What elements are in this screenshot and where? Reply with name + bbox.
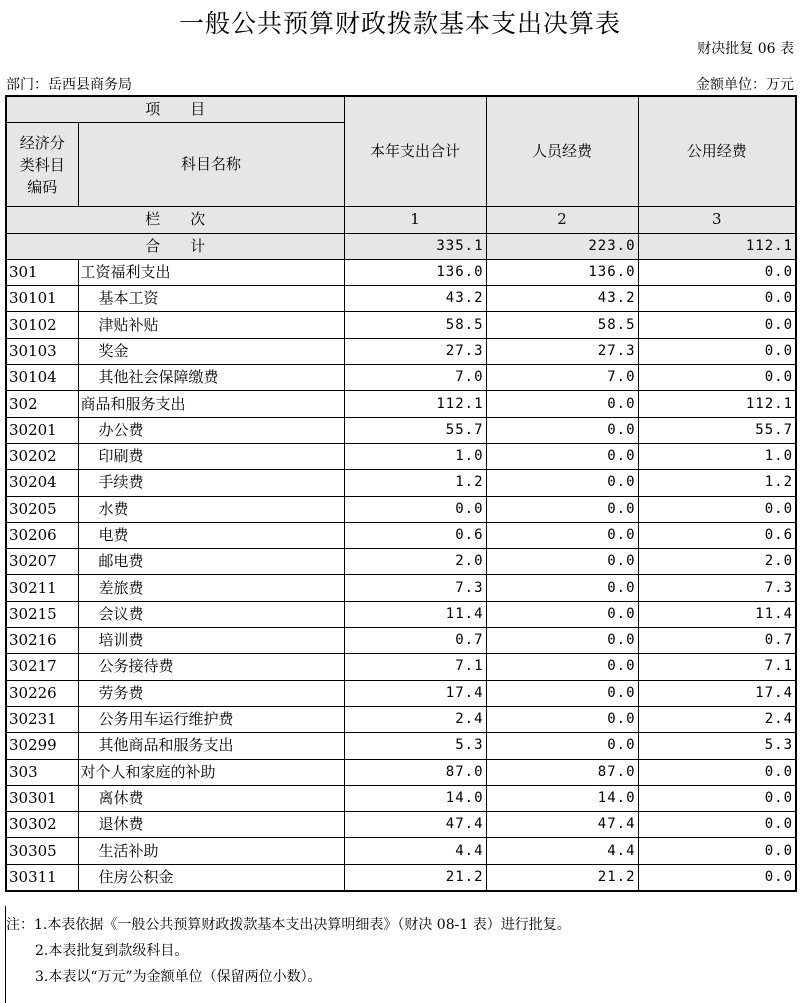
table-row xyxy=(6,549,796,575)
expenditure-table xyxy=(5,95,797,892)
code-cell: 30305 xyxy=(6,838,78,864)
total-col1: 335.1 xyxy=(344,233,486,259)
code-cell: 30202 xyxy=(6,443,78,469)
amount-public-cell: 7.1 xyxy=(638,654,796,680)
amount-total-cell: 0.6 xyxy=(344,522,486,548)
code-cell: 30301 xyxy=(6,785,78,811)
table-row xyxy=(6,838,796,864)
amount-total-cell: 112.1 xyxy=(344,391,486,417)
amount-total-cell: 87.0 xyxy=(344,759,486,785)
amount-personnel-cell: 14.0 xyxy=(486,785,638,811)
amount-personnel-cell: 0.0 xyxy=(486,601,638,627)
amount-public-cell: 0.0 xyxy=(638,838,796,864)
amount-public-cell: 5.3 xyxy=(638,733,796,759)
table-row xyxy=(6,812,796,838)
amount-personnel-cell: 0.0 xyxy=(486,391,638,417)
table-row xyxy=(6,864,796,891)
note-3: 3.本表以“万元”为金额单位（保留两位小数）。 xyxy=(35,969,322,985)
amount-public-cell: 0.0 xyxy=(638,759,796,785)
amount-public-cell: 0.6 xyxy=(638,522,796,548)
amount-personnel-cell: 58.5 xyxy=(486,312,638,338)
table-row xyxy=(6,286,796,312)
name-cell: 培训费 xyxy=(78,628,344,654)
name-cell: 办公费 xyxy=(78,417,344,443)
amount-personnel-cell: 0.0 xyxy=(486,628,638,654)
unit-label: 金额单位：万元 xyxy=(696,77,794,93)
amount-personnel-cell: 136.0 xyxy=(486,259,638,285)
name-cell: 基本工资 xyxy=(78,286,344,312)
amount-personnel-cell: 0.0 xyxy=(486,575,638,601)
header-item: 项 目 xyxy=(6,96,344,123)
amount-personnel-cell: 0.0 xyxy=(486,654,638,680)
amount-personnel-cell: 27.3 xyxy=(486,338,638,364)
name-cell: 工资福利支出 xyxy=(78,259,344,285)
total-col3: 112.1 xyxy=(638,233,796,259)
table-row xyxy=(6,785,796,811)
code-cell: 30201 xyxy=(6,417,78,443)
code-cell: 302 xyxy=(6,391,78,417)
name-cell: 其他商品和服务支出 xyxy=(78,733,344,759)
code-cell: 30216 xyxy=(6,628,78,654)
code-cell: 30302 xyxy=(6,812,78,838)
amount-personnel-cell: 0.0 xyxy=(486,443,638,469)
amount-total-cell: 7.0 xyxy=(344,365,486,391)
table-row xyxy=(6,365,796,391)
amount-total-cell: 2.0 xyxy=(344,549,486,575)
name-cell: 奖金 xyxy=(78,338,344,364)
name-cell: 会议费 xyxy=(78,601,344,627)
code-cell: 30204 xyxy=(6,470,78,496)
amount-total-cell: 27.3 xyxy=(344,338,486,364)
amount-personnel-cell: 43.2 xyxy=(486,286,638,312)
amount-total-cell: 7.3 xyxy=(344,575,486,601)
amount-personnel-cell: 0.0 xyxy=(486,496,638,522)
notes xyxy=(6,912,571,990)
amount-total-cell: 0.0 xyxy=(344,496,486,522)
amount-public-cell: 0.0 xyxy=(638,785,796,811)
page-title: 一般公共预算财政拨款基本支出决算表 xyxy=(178,9,621,38)
amount-public-cell: 17.4 xyxy=(638,680,796,706)
header-col3: 公用经费 xyxy=(638,96,796,207)
name-cell: 对个人和家庭的补助 xyxy=(78,759,344,785)
name-cell: 电费 xyxy=(78,522,344,548)
amount-personnel-cell: 47.4 xyxy=(486,812,638,838)
amount-personnel-cell: 0.0 xyxy=(486,470,638,496)
amount-total-cell: 55.7 xyxy=(344,417,486,443)
name-cell: 离休费 xyxy=(78,785,344,811)
amount-public-cell: 0.0 xyxy=(638,496,796,522)
name-cell: 劳务费 xyxy=(78,680,344,706)
document-number: 财决批复 06 表 xyxy=(697,41,794,57)
amount-public-cell: 0.0 xyxy=(638,365,796,391)
amount-public-cell: 0.0 xyxy=(638,259,796,285)
amount-total-cell: 43.2 xyxy=(344,286,486,312)
amount-total-cell: 0.7 xyxy=(344,628,486,654)
name-cell: 退休费 xyxy=(78,812,344,838)
header-name: 科目名称 xyxy=(78,123,344,207)
code-cell: 30311 xyxy=(6,864,78,891)
amount-public-cell: 55.7 xyxy=(638,417,796,443)
total-label: 合 计 xyxy=(6,233,344,259)
amount-personnel-cell: 4.4 xyxy=(486,838,638,864)
amount-total-cell: 136.0 xyxy=(344,259,486,285)
table-row xyxy=(6,759,796,785)
amount-total-cell: 58.5 xyxy=(344,312,486,338)
table-row xyxy=(6,338,796,364)
header-col1: 本年支出合计 xyxy=(344,96,486,207)
amount-total-cell: 7.1 xyxy=(344,654,486,680)
amount-personnel-cell: 0.0 xyxy=(486,733,638,759)
name-cell: 差旅费 xyxy=(78,575,344,601)
code-cell: 30207 xyxy=(6,549,78,575)
header-col2: 人员经费 xyxy=(486,96,638,207)
seq-2: 2 xyxy=(486,207,638,233)
amount-public-cell: 1.0 xyxy=(638,443,796,469)
code-cell: 30104 xyxy=(6,365,78,391)
department-label: 部门：岳西县商务局 xyxy=(6,77,132,93)
amount-public-cell: 0.0 xyxy=(638,812,796,838)
amount-public-cell: 0.0 xyxy=(638,286,796,312)
code-cell: 30217 xyxy=(6,654,78,680)
amount-personnel-cell: 87.0 xyxy=(486,759,638,785)
name-cell: 公务接待费 xyxy=(78,654,344,680)
code-cell: 30299 xyxy=(6,733,78,759)
table-row xyxy=(6,706,796,732)
table-row xyxy=(6,601,796,627)
code-cell: 301 xyxy=(6,259,78,285)
amount-personnel-cell: 21.2 xyxy=(486,864,638,891)
table-row xyxy=(6,443,796,469)
header-code: 经济分类科目编码 xyxy=(6,123,78,207)
table-row xyxy=(6,259,796,285)
amount-personnel-cell: 0.0 xyxy=(486,706,638,732)
amount-public-cell: 2.0 xyxy=(638,549,796,575)
amount-public-cell: 7.3 xyxy=(638,575,796,601)
amount-personnel-cell: 0.0 xyxy=(486,522,638,548)
code-cell: 30211 xyxy=(6,575,78,601)
seq-1: 1 xyxy=(344,207,486,233)
table-row xyxy=(6,654,796,680)
table-row xyxy=(6,628,796,654)
seq-label: 栏 次 xyxy=(6,207,344,233)
code-cell: 30226 xyxy=(6,680,78,706)
code-cell: 30102 xyxy=(6,312,78,338)
code-cell: 30101 xyxy=(6,286,78,312)
amount-total-cell: 17.4 xyxy=(344,680,486,706)
table-row xyxy=(6,680,796,706)
amount-personnel-cell: 0.0 xyxy=(486,417,638,443)
amount-total-cell: 47.4 xyxy=(344,812,486,838)
name-cell: 津贴补贴 xyxy=(78,312,344,338)
code-cell: 30215 xyxy=(6,601,78,627)
note-1: 注：1.本表依据《一般公共预算财政拨款基本支出决算明细表》（财决 08-1 表）进行批复。 xyxy=(6,917,571,933)
name-cell: 生活补助 xyxy=(78,838,344,864)
amount-public-cell: 0.0 xyxy=(638,312,796,338)
name-cell: 水费 xyxy=(78,496,344,522)
amount-total-cell: 14.0 xyxy=(344,785,486,811)
amount-personnel-cell: 0.0 xyxy=(486,680,638,706)
amount-public-cell: 112.1 xyxy=(638,391,796,417)
table-row xyxy=(6,417,796,443)
name-cell: 邮电费 xyxy=(78,549,344,575)
total-row xyxy=(6,233,796,259)
name-cell: 公务用车运行维护费 xyxy=(78,706,344,732)
table-row xyxy=(6,575,796,601)
amount-public-cell: 0.7 xyxy=(638,628,796,654)
amount-public-cell: 11.4 xyxy=(638,601,796,627)
amount-personnel-cell: 7.0 xyxy=(486,365,638,391)
table-row xyxy=(6,496,796,522)
amount-total-cell: 2.4 xyxy=(344,706,486,732)
amount-total-cell: 21.2 xyxy=(344,864,486,891)
amount-total-cell: 1.0 xyxy=(344,443,486,469)
amount-total-cell: 1.2 xyxy=(344,470,486,496)
table-row xyxy=(6,312,796,338)
seq-3: 3 xyxy=(638,207,796,233)
code-cell: 303 xyxy=(6,759,78,785)
amount-total-cell: 11.4 xyxy=(344,601,486,627)
amount-public-cell: 0.0 xyxy=(638,338,796,364)
note-2: 2.本表批复到款级科目。 xyxy=(35,943,189,959)
amount-personnel-cell: 0.0 xyxy=(486,549,638,575)
code-cell: 30205 xyxy=(6,496,78,522)
table-row xyxy=(6,391,796,417)
amount-public-cell: 2.4 xyxy=(638,706,796,732)
name-cell: 手续费 xyxy=(78,470,344,496)
table-row xyxy=(6,470,796,496)
name-cell: 商品和服务支出 xyxy=(78,391,344,417)
code-cell: 30231 xyxy=(6,706,78,732)
code-cell: 30103 xyxy=(6,338,78,364)
code-cell: 30206 xyxy=(6,522,78,548)
amount-public-cell: 1.2 xyxy=(638,470,796,496)
table-row xyxy=(6,522,796,548)
total-col2: 223.0 xyxy=(486,233,638,259)
amount-total-cell: 4.4 xyxy=(344,838,486,864)
name-cell: 住房公积金 xyxy=(78,864,344,891)
table-row xyxy=(6,733,796,759)
amount-total-cell: 5.3 xyxy=(344,733,486,759)
name-cell: 印刷费 xyxy=(78,443,344,469)
amount-public-cell: 0.0 xyxy=(638,864,796,891)
name-cell: 其他社会保障缴费 xyxy=(78,365,344,391)
